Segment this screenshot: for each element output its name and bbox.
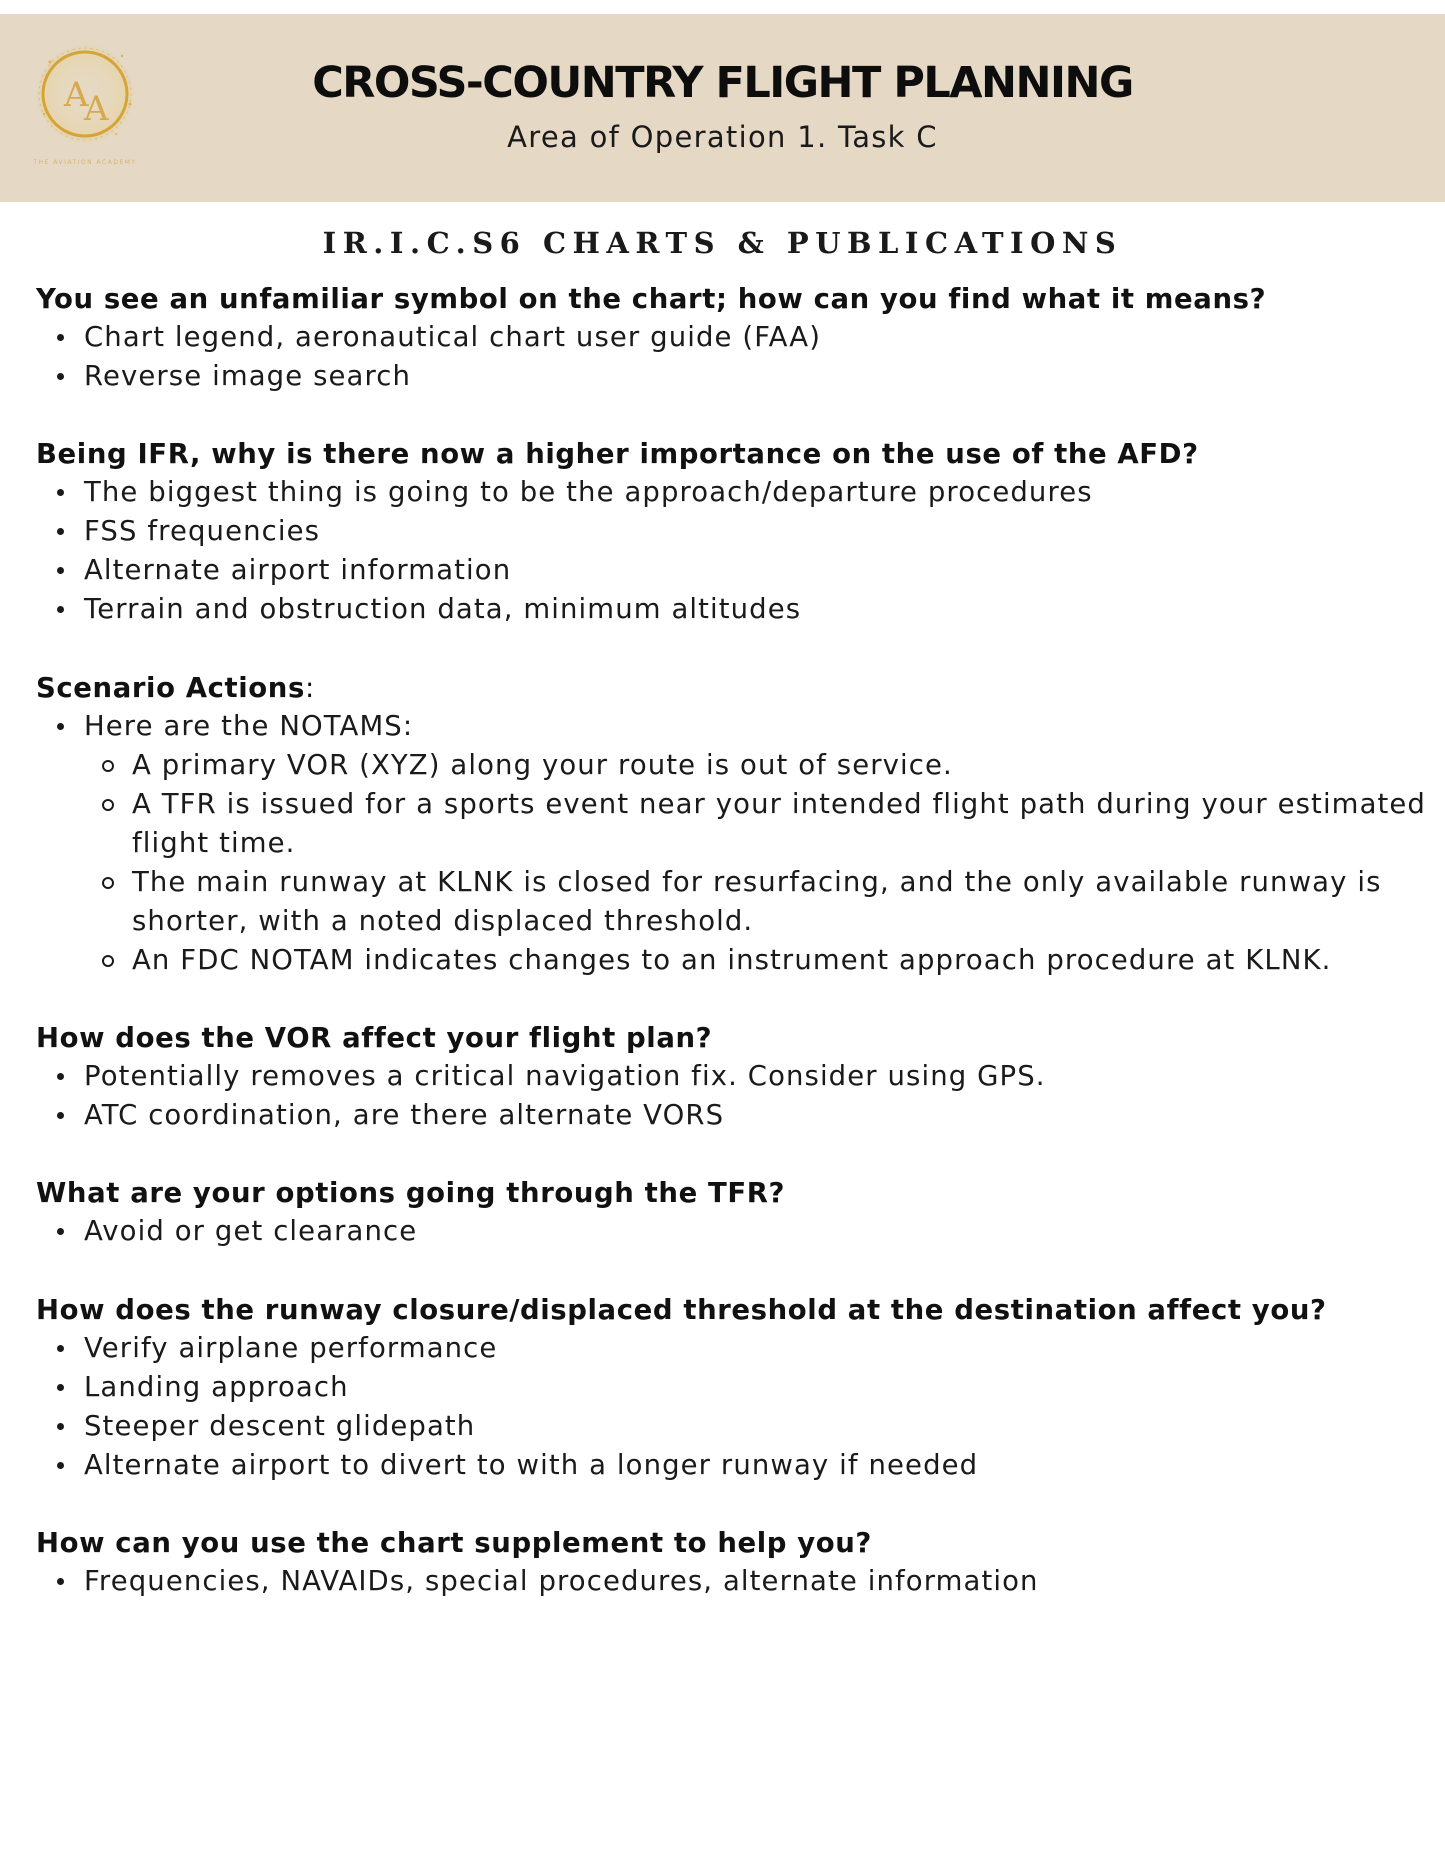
answer-item: FSS frequencies xyxy=(36,512,1426,551)
answer-list xyxy=(36,1212,1426,1251)
answer-item: Terrain and obstruction data, minimum altitudes xyxy=(36,590,1426,629)
page-subtitle: Area of Operation 1. Task C xyxy=(507,120,938,154)
answer-list xyxy=(36,318,1426,396)
notam-item: The main runway at KLNK is closed for resurfacing, and the only available runway is shorter, with a noted displaced threshold. xyxy=(84,863,1426,941)
qa-block-scenario-actions xyxy=(36,669,1426,981)
answer-item: Steeper descent glidepath xyxy=(36,1407,1426,1446)
answer-item: Alternate airport to divert to with a longer runway if needed xyxy=(36,1446,1426,1485)
question: How does the runway closure/displaced threshold at the destination affect you? xyxy=(36,1293,1327,1326)
question: Being IFR, why is there now a higher importance on the use of the AFD? xyxy=(36,438,1199,471)
question: What are your options going through the TFR? xyxy=(36,1177,786,1210)
answer-item: Landing approach xyxy=(36,1368,1426,1407)
answer-item: Avoid or get clearance xyxy=(36,1212,1426,1251)
qa-block-unfamiliar-symbol xyxy=(36,280,1426,396)
answer-item: Potentially removes a critical navigation fix. Consider using GPS. xyxy=(36,1057,1426,1096)
notam-item: A primary VOR (XYZ) along your route is out of service. xyxy=(84,746,1426,785)
answer-list xyxy=(36,1329,1426,1485)
qa-block-vor xyxy=(36,1019,1426,1135)
notam-list xyxy=(84,746,1426,981)
qa-block-chart-supplement xyxy=(36,1524,1426,1601)
qa-block-runway-closure xyxy=(36,1291,1426,1485)
page-header xyxy=(0,14,1445,202)
answer-item: Chart legend, aeronautical chart user guide (FAA) xyxy=(36,318,1426,357)
question: How does the VOR affect your flight plan? xyxy=(36,1022,713,1055)
notam-item: A TFR is issued for a sports event near your intended flight path during your estimated flight time. xyxy=(84,785,1426,863)
answer-item: ATC coordination, are there alternate VORS xyxy=(36,1096,1426,1135)
qa-block-afd-importance xyxy=(36,435,1426,629)
answer-item: Reverse image search xyxy=(36,357,1426,396)
answer-list xyxy=(36,707,1426,981)
logo-monogram-a1: A xyxy=(64,75,89,115)
page-title: CROSS-COUNTRY FLIGHT PLANNING xyxy=(312,58,1133,108)
question: How can you use the chart supplement to help you? xyxy=(36,1526,872,1559)
logo-monogram-a2: A xyxy=(84,89,109,129)
answer-item xyxy=(36,707,1426,981)
answer-list xyxy=(36,1057,1426,1135)
answer-list xyxy=(36,1562,1426,1601)
answer-item-text: Here are the NOTAMS: xyxy=(84,709,414,742)
scenario-heading-colon: : xyxy=(304,671,315,704)
qa-content xyxy=(36,280,1426,1601)
scenario-heading xyxy=(36,669,1426,707)
answer-list xyxy=(36,473,1426,629)
scenario-heading-text: Scenario Actions xyxy=(36,671,305,704)
answer-item: Frequencies, NAVAIDs, special procedures, alternate information xyxy=(36,1562,1426,1601)
notam-item: An FDC NOTAM indicates changes to an instrument approach procedure at KLNK. xyxy=(84,941,1426,980)
section-heading: IR.I.C.S6 CHARTS & PUBLICATIONS xyxy=(322,226,1123,260)
answer-item: The biggest thing is going to be the approach/departure procedures xyxy=(36,473,1426,512)
qa-block-tfr xyxy=(36,1174,1426,1251)
question: You see an unfamiliar symbol on the chart; how can you find what it means? xyxy=(36,283,1267,315)
logo-tagline: THE AVIATION ACADEMY xyxy=(33,159,137,166)
answer-item: Verify airplane performance xyxy=(36,1329,1426,1368)
answer-item: Alternate airport information xyxy=(36,551,1426,590)
